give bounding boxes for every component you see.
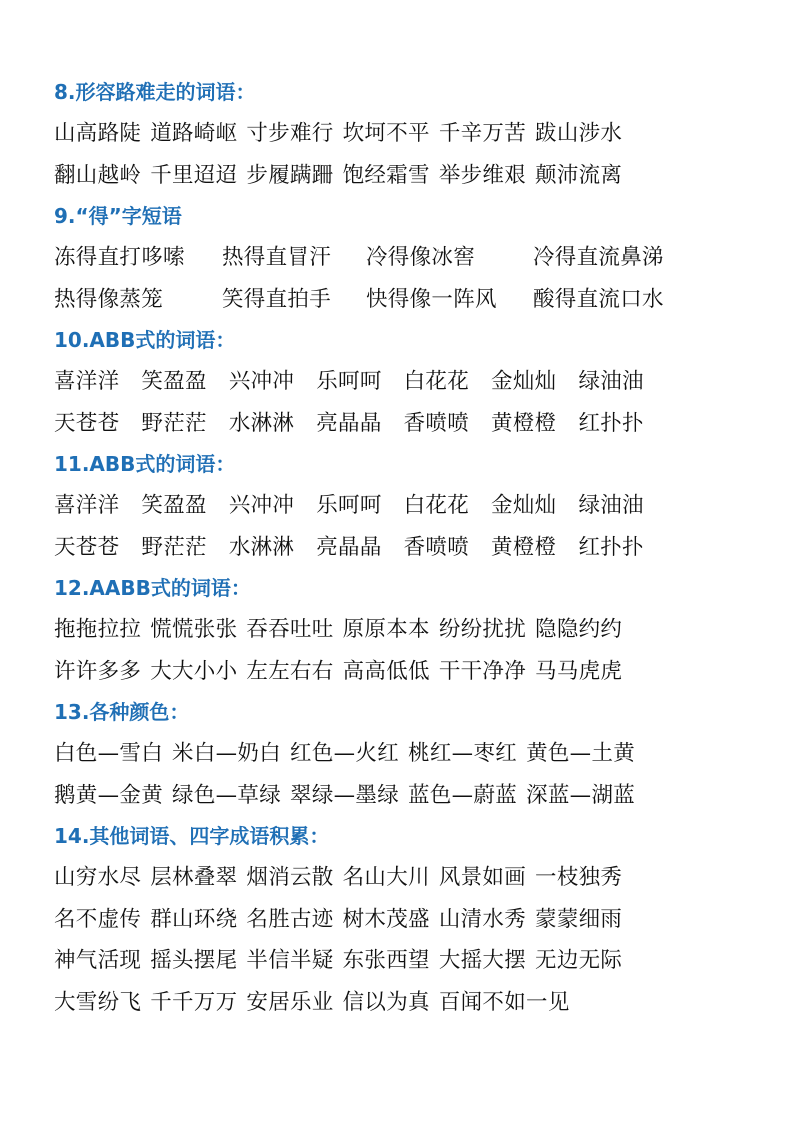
word-item: 摇头摆尾 <box>150 948 238 973</box>
word-item: 绿油油 <box>578 493 644 518</box>
word-item: 吞吞吐吐 <box>246 617 334 642</box>
word-item: 山清水秀 <box>438 906 527 932</box>
word-item: 树木茂盛 <box>342 906 430 932</box>
word-item: 坎坷不平 <box>342 121 430 146</box>
word-row <box>54 237 754 279</box>
word-item: 红扑扑 <box>578 410 644 436</box>
word-item: 风景如画 <box>438 865 527 890</box>
word-item: 冻得直打哆嗦 <box>54 245 185 270</box>
word-item: 层林叠翠 <box>150 865 238 890</box>
word-item: 乐呵呵 <box>316 493 382 518</box>
word-item: 千里迢迢 <box>150 162 238 188</box>
word-item: 野茫茫 <box>141 534 207 560</box>
word-item: 黄橙橙 <box>491 534 557 560</box>
word-item: 野茫茫 <box>141 410 207 436</box>
word-item: 蒙蒙细雨 <box>535 906 623 932</box>
word-row <box>54 857 754 899</box>
word-item: 神气活现 <box>54 948 142 973</box>
word-item: 颠沛流离 <box>535 162 623 188</box>
word-item: 笑盈盈 <box>141 369 207 394</box>
word-item: 百闻不如一见 <box>438 989 570 1015</box>
word-item: 兴冲冲 <box>228 493 295 518</box>
section-heading-8: 8.形容路难走的词语： <box>54 80 256 104</box>
word-item: 烟消云散 <box>246 865 334 890</box>
word-item: 翻山越岭 <box>54 162 142 188</box>
word-item: 东张西望 <box>342 948 430 973</box>
section-heading-12: 12.AABB式的词语： <box>54 576 251 600</box>
word-item: 千辛万苦 <box>438 121 527 146</box>
word-item: 冷得像冰窖 <box>366 245 476 270</box>
word-item: 隐隐约约 <box>535 617 623 642</box>
word-item: 笑盈盈 <box>141 493 207 518</box>
word-item: 红扑扑 <box>578 534 644 560</box>
word-item: 无边无际 <box>535 948 623 973</box>
word-item: 水淋淋 <box>228 534 295 560</box>
word-item: 天苍苍 <box>54 534 120 560</box>
word-item: 翠绿—墨绿 <box>290 782 400 808</box>
word-item: 许许多多 <box>54 658 142 684</box>
word-item: 道路崎岖 <box>150 121 238 146</box>
word-row <box>54 113 754 155</box>
word-row <box>54 485 754 527</box>
word-item: 乐呵呵 <box>316 369 382 394</box>
word-item: 深蓝—湖蓝 <box>526 782 636 808</box>
word-row <box>54 527 754 569</box>
word-item: 左左右右 <box>246 658 334 684</box>
word-item: 金灿灿 <box>491 493 557 518</box>
word-item: 山高路陡 <box>54 121 142 146</box>
section-heading-13: 13.各种颜色： <box>54 700 190 724</box>
word-row <box>54 982 754 1024</box>
word-row <box>54 899 754 941</box>
word-item: 绿色—草绿 <box>172 782 282 808</box>
word-item: 饱经霜雪 <box>342 162 430 188</box>
word-item: 兴冲冲 <box>228 369 295 394</box>
word-row <box>54 940 754 982</box>
word-item: 水淋淋 <box>228 410 295 436</box>
section-heading-9: 9.“得”字短语 <box>54 204 182 228</box>
word-item: 山穷水尽 <box>54 865 142 890</box>
word-row <box>54 609 754 651</box>
word-item: 笑得直拍手 <box>222 286 332 312</box>
word-item: 蓝色—蔚蓝 <box>408 782 518 808</box>
word-item: 纷纷扰扰 <box>438 617 527 642</box>
word-item: 香喷喷 <box>403 410 470 436</box>
word-item: 天苍苍 <box>54 410 120 436</box>
word-item: 慌慌张张 <box>150 617 238 642</box>
word-item: 大摇大摆 <box>438 948 527 973</box>
word-item: 大雪纷飞 <box>54 989 142 1015</box>
word-item: 白花花 <box>403 493 470 518</box>
word-item: 名不虚传 <box>54 906 142 932</box>
word-item: 步履蹒跚 <box>246 162 334 188</box>
word-item: 酸得直流口水 <box>533 286 664 312</box>
section-heading-14: 14.其他词语、四字成语积累： <box>54 824 330 848</box>
word-item: 原原本本 <box>342 617 430 642</box>
word-item: 高高低低 <box>342 658 430 684</box>
word-item: 安居乐业 <box>246 989 334 1015</box>
word-row <box>54 651 754 693</box>
word-item: 香喷喷 <box>403 534 470 560</box>
word-item: 黄色—土黄 <box>526 741 636 766</box>
word-item: 千千万万 <box>150 989 238 1015</box>
word-item: 亮晶晶 <box>316 534 382 560</box>
word-item: 跋山涉水 <box>535 121 623 146</box>
word-item: 热得像蒸笼 <box>54 286 164 312</box>
word-row <box>54 733 754 775</box>
word-item: 黄橙橙 <box>491 410 557 436</box>
word-item: 亮晶晶 <box>316 410 382 436</box>
word-item: 名胜古迹 <box>246 906 334 932</box>
section-heading-10: 10.ABB式的词语： <box>54 328 236 352</box>
word-item: 一枝独秀 <box>535 865 623 890</box>
word-item: 信以为真 <box>342 989 430 1015</box>
word-item: 喜洋洋 <box>54 369 120 394</box>
word-item: 大大小小 <box>150 658 238 684</box>
word-item: 名山大川 <box>342 865 430 890</box>
word-row <box>54 361 754 403</box>
vocabulary-page <box>54 72 754 1023</box>
word-item: 群山环绕 <box>150 906 238 932</box>
word-item: 绿油油 <box>578 369 644 394</box>
word-item: 寸步难行 <box>246 121 334 146</box>
word-item: 马马虎虎 <box>535 658 623 684</box>
word-row <box>54 775 754 817</box>
word-row <box>54 279 754 321</box>
word-row <box>54 403 754 445</box>
word-item: 半信半疑 <box>246 948 334 973</box>
word-row <box>54 155 754 197</box>
word-item: 鹅黄—金黄 <box>54 782 164 808</box>
word-item: 米白—奶白 <box>172 741 282 766</box>
word-item: 拖拖拉拉 <box>54 617 142 642</box>
word-item: 金灿灿 <box>491 369 557 394</box>
word-item: 冷得直流鼻涕 <box>533 245 664 270</box>
word-item: 举步维艰 <box>438 162 527 188</box>
word-item: 桃红—枣红 <box>408 741 518 766</box>
word-item: 快得像一阵风 <box>366 286 497 312</box>
word-item: 白色—雪白 <box>54 741 164 766</box>
word-item: 喜洋洋 <box>54 493 120 518</box>
word-item: 红色—火红 <box>290 741 400 766</box>
word-item: 白花花 <box>403 369 470 394</box>
word-item: 热得直冒汗 <box>222 245 332 270</box>
section-heading-11: 11.ABB式的词语： <box>54 452 236 476</box>
word-item: 干干净净 <box>438 658 527 684</box>
